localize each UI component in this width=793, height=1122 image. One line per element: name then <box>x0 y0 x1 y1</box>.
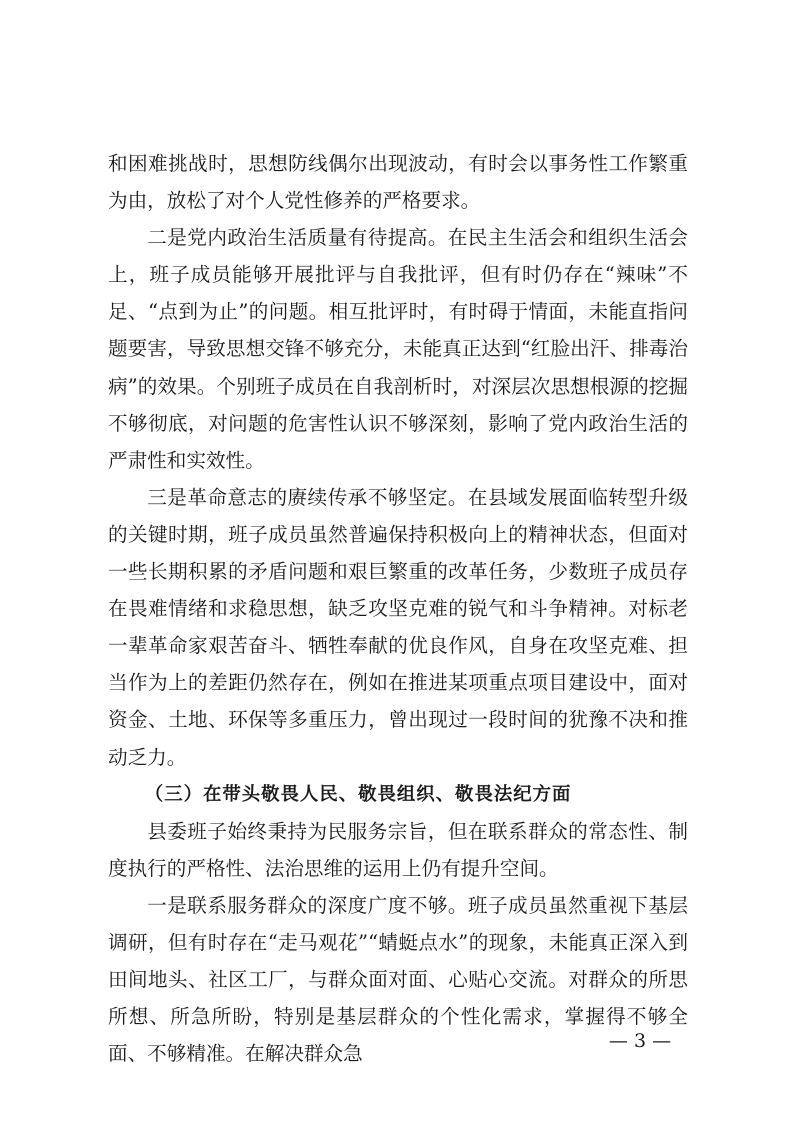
paragraph-section-intro: 县委班子始终秉持为民服务宗旨，但在联系群众的常态性、制度执行的严格性、法治思维的运用上仍有提升空间。 <box>108 819 688 880</box>
paragraph-continuation: 和困难挑战时，思想防线偶尔出现波动，有时会以事务性工作繁重为由，放松了对个人党性修养的严格要求。 <box>108 152 688 213</box>
paragraph-revolutionary-will: 三是革命意志的赓续传承不够坚定。在县域发展面临转型升级的关键时期，班子成员虽然普遍保持积极向上的精神状态，但面对一些长期积累的矛盾问题和艰巨繁重的改革任务，少数班子成员存在畏难情绪和求稳思想，缺乏攻坚克难的锐气和斗争精神。对标老一辈革命家艰苦奋斗、牺牲奉献的优良作风，自身在攻坚克难、担当作为上的差距仍然存在，例如在推进某项重点项目建设中，面对资金、土地、环保等多重压力，曾出现过一段时间的犹豫不决和推动乏力。 <box>108 485 688 769</box>
document-body <box>108 145 688 1072</box>
paragraph-serving-masses: 一是联系服务群众的深度广度不够。班子成员虽然重视下基层调研，但有时存在“走马观花”“蜻蜓点水”的现象，未能真正深入到田间地头、社区工厂，与群众面对面、心贴心交流。对群众的所思所想、所急所盼，特别是基层群众的个性化需求，掌握得不够全面、不够精准。在解决群众急 <box>108 893 688 1066</box>
section-heading: （三）在带头敬畏人民、敬畏组织、敬畏法纪方面 <box>144 783 572 805</box>
paragraph-political-life: 二是党内政治生活质量有待提高。在民主生活会和组织生活会上，班子成员能够开展批评与自我批评，但有时仍存在“辣味”不足、“点到为止”的问题。相互批评时，有时碍于情面，未能直指问题要害，导致思想交锋不够充分，未能真正达到“红脸出汗、排毒治病”的效果。个别班子成员在自我剖析时，对深层次思想根源的挖掘不够彻底，对问题的危害性认识不够深刻，影响了党内政治生活的严肃性和实效性。 <box>108 226 688 472</box>
page-number: — 3 — <box>608 1030 672 1052</box>
